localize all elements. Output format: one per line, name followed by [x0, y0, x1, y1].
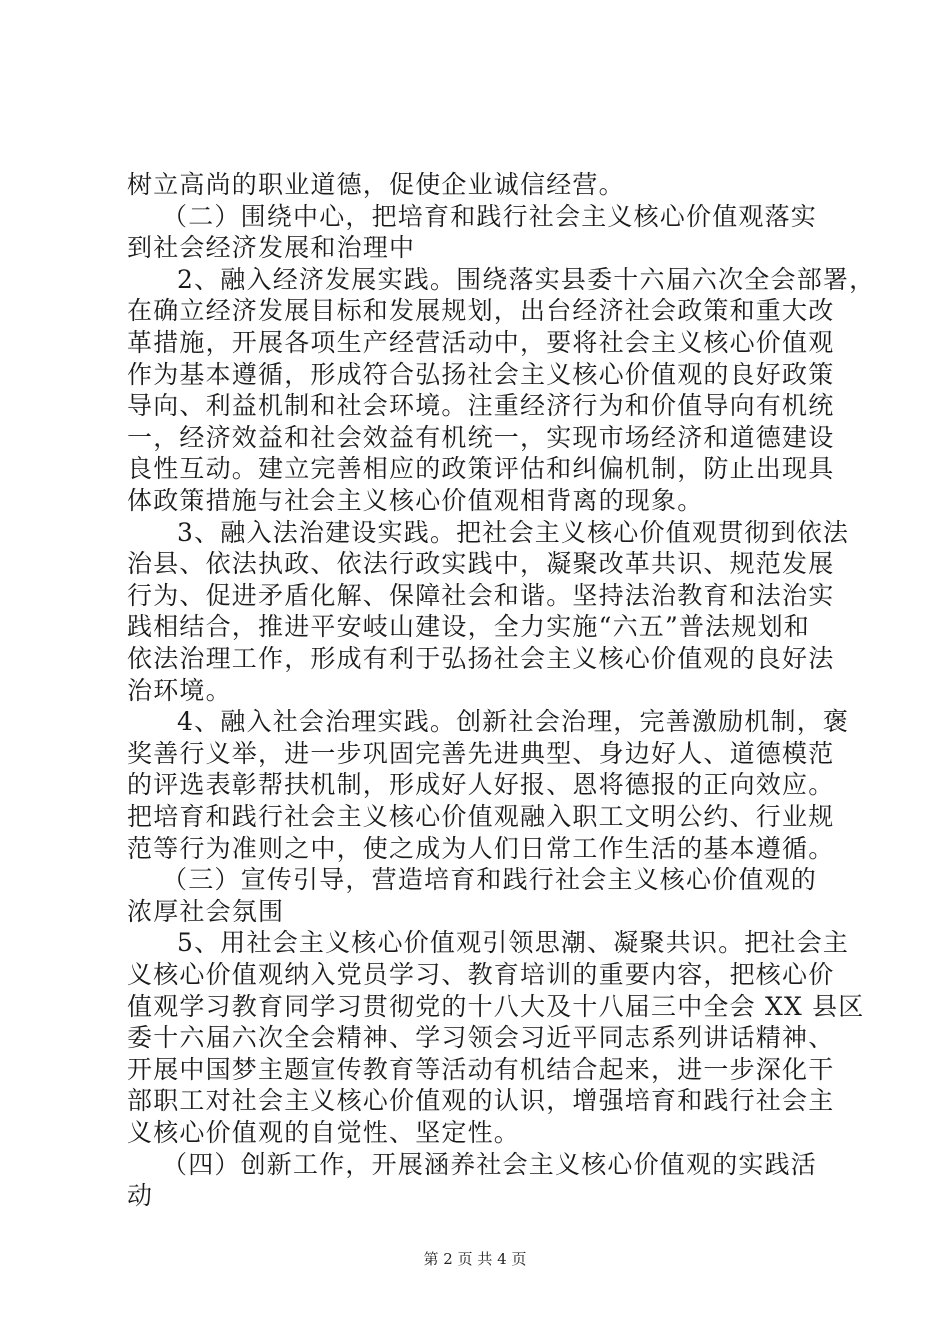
text-line: 治环境。	[127, 675, 232, 705]
text-line: 导向、利益机制和社会环境。注重经济行为和价值导向有机统	[127, 391, 835, 421]
paragraph-start: 5、用社会主义核心价值观引领思潮、凝聚共识。把社会主	[177, 928, 850, 958]
text-line: 义核心价值观纳入党员学习、教育培训的重要内容，把核心价	[127, 960, 835, 989]
section-heading-cont: 浓厚社会氛围	[127, 896, 285, 926]
text-line: 奖善行义举，进一步巩固完善先进典型、身边好人、道德模范	[127, 738, 835, 768]
text-line: 部职工对社会主义核心价值观的认识，增强培育和践行社会主	[127, 1086, 835, 1116]
text-line: 体政策措施与社会主义核心价值观相背离的现象。	[127, 486, 704, 515]
text-line: 治县、依法执政、依法行政实践中，凝聚改革共识、规范发展	[127, 549, 835, 579]
text-line: 义核心价值观的自觉性、坚定性。	[127, 1118, 521, 1147]
text-line: 把培育和践行社会主义核心价值观融入职工文明公约、行业规	[127, 802, 835, 831]
text-line: 在确立经济发展目标和发展规划，出台经济社会政策和重大改	[127, 296, 835, 326]
section-heading-cont: 动	[127, 1181, 154, 1211]
text-line: 委十六届六次全会精神、学习领会习近平同志系列讲话精神、	[127, 1023, 835, 1053]
section-heading: （四）创新工作，开展涵养社会主义核心价值观的实践活	[162, 1149, 818, 1179]
paragraph-start: 2、融入经济发展实践。围绕落实县委十六届六次全会部署，	[177, 264, 876, 294]
paragraph-start: 3、融入法治建设实践。把社会主义核心价值观贯彻到依法	[177, 517, 850, 547]
text-line: 开展中国梦主题宣传教育等活动有机结合起来，进一步深化干	[127, 1054, 835, 1084]
page-number-footer: 第 2 页 共 4 页	[423, 1250, 527, 1268]
text-line: 革措施，开展各项生产经营活动中，要将社会主义核心价值观	[127, 328, 835, 357]
text-line: 作为基本遵循，形成符合弘扬社会主义核心价值观的良好政策	[127, 359, 835, 389]
section-heading: （二）围绕中心，把培育和践行社会主义核心价值观落实	[162, 201, 818, 231]
text-line: 范等行为准则之中，使之成为人们日常工作生活的基本遵循。	[127, 833, 835, 863]
text-line: 树立高尚的职业道德，促使企业诚信经营。	[127, 170, 625, 199]
section-heading-cont: 到社会经济发展和治理中	[127, 233, 416, 263]
text-line: 依法治理工作，形成有利于弘扬社会主义核心价值观的良好法	[127, 644, 835, 673]
text-line: 一，经济效益和社会效益有机统一，实现市场经济和道德建设	[127, 422, 835, 452]
text-line: 值观学习教育同学习贯彻党的十八大及十八届三中全会 XX 县区	[127, 991, 865, 1021]
text-line: 践相结合，推进平安岐山建设，全力实施“六五”普法规划和	[127, 612, 810, 642]
section-heading: （三）宣传引导，营造培育和践行社会主义核心价值观的	[162, 865, 818, 895]
paragraph-start: 4、融入社会治理实践。创新社会治理，完善激励机制，褒	[177, 707, 850, 737]
text-line: 良性互动。建立完善相应的政策评估和纠偏机制，防止出现具	[127, 454, 835, 484]
text-line: 行为、促进矛盾化解、保障社会和谐。坚持法治教育和法治实	[127, 580, 835, 610]
text-line: 的评选表彰帮扶机制，形成好人好报、恩将德报的正向效应。	[127, 770, 835, 800]
